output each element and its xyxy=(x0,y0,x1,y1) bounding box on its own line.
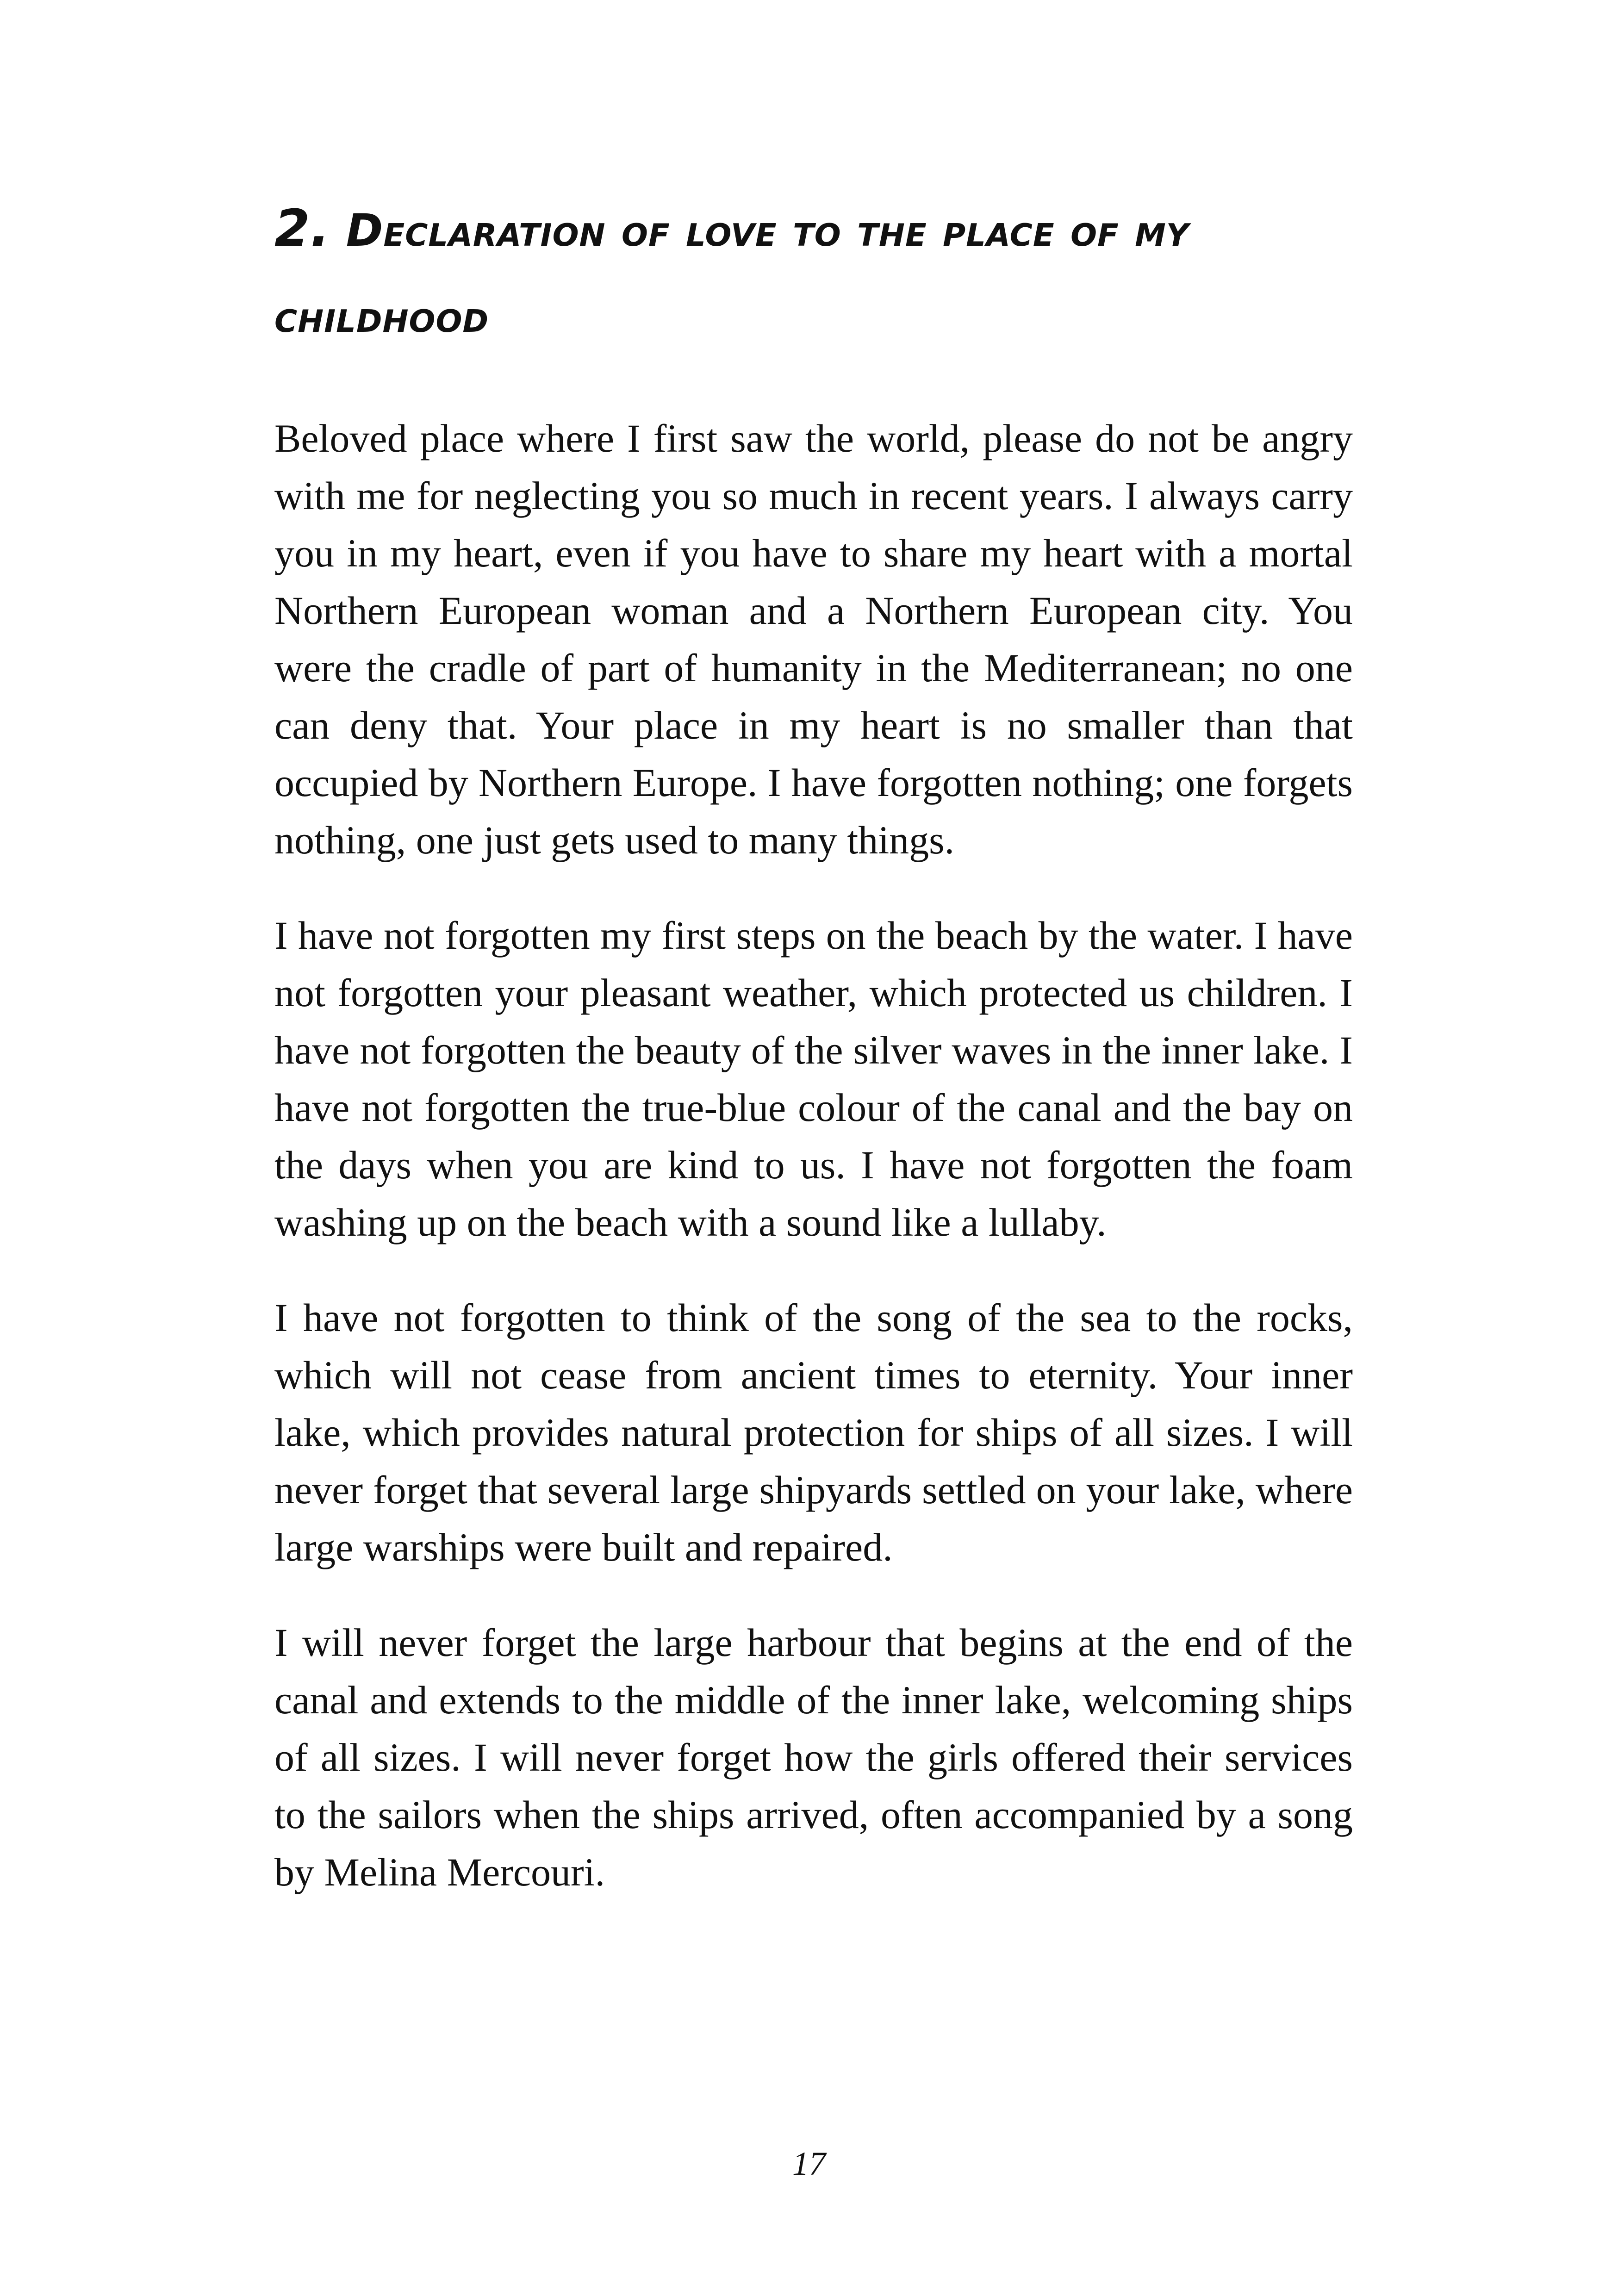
page-number: 17 xyxy=(792,2145,826,2182)
chapter-heading xyxy=(274,185,1385,360)
paragraph-4: I will never forget the large harbour that begins at the end of the canal and extends to the middle of the inner lake, welcoming ships of all sizes. I will never forget how the girls offered their services to the sailors when the ships arrived, often accompanied by a song by Melina Mercouri. xyxy=(274,1620,1353,1894)
body-text xyxy=(274,410,1353,1939)
paragraph-3: I have not forgotten to think of the song of the sea to the rocks, which will not cease from ancient times to eternity. Your inner lake, which provides natural protection for ships of all sizes. I will never forget that several large shipyards settled on your lake, where large warships were built and repaired. xyxy=(274,1295,1353,1569)
paragraph-1: Beloved place where I first saw the world, please do not be angry with me for neglecting you so much in recent years. I always carry you in my heart, even if you have to share my heart with a mortal Northern European woman and a Northern European city. You were the cradle of part of humanity in the Mediterranean; no one can deny that. Your place in my heart is no smaller than that occupied by Northern Europe. I have forgotten nothing; one forgets nothing, one just gets used to many things. xyxy=(274,416,1353,862)
chapter-number: 2. xyxy=(274,199,330,258)
chapter-title: Declaration of love to the place of my childhood xyxy=(274,205,1189,342)
paragraph-2: I have not forgotten my first steps on the beach by the water. I have not forgotten your pleasant weather, which protected us children. I have not forgotten the beauty of the silver waves in the inner lake. I have not forgotten the true-blue colour of the canal and the bay on the days when you are kind to us. I have not forgotten the foam washing up on the beach with a sound like a lullaby. xyxy=(274,913,1353,1244)
